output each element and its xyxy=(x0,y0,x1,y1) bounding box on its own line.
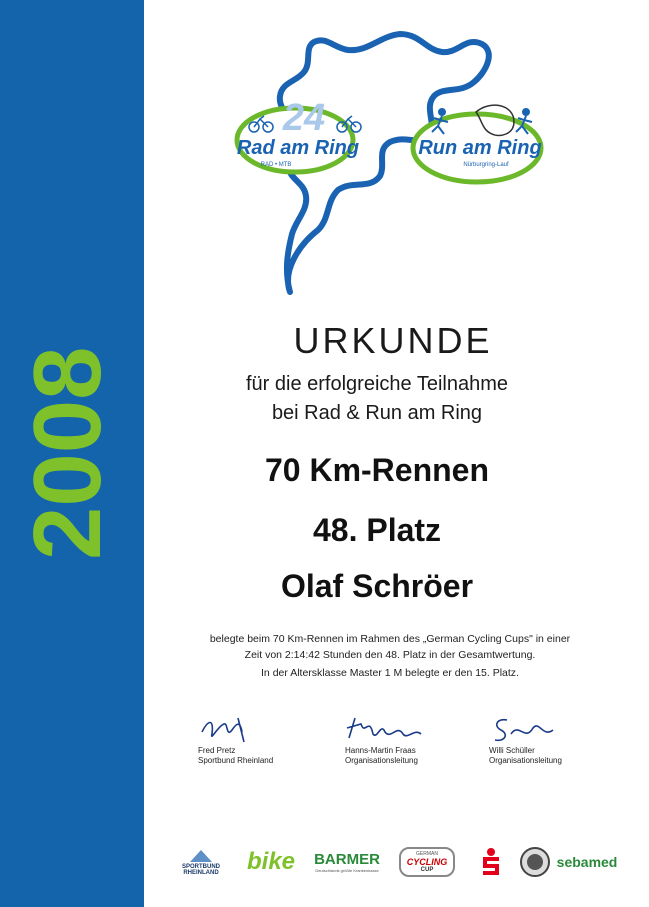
sebamed-logo: sebamed xyxy=(556,854,618,870)
bike-logo: bike xyxy=(246,848,296,875)
signature-block xyxy=(345,712,505,766)
club-seal-logo xyxy=(516,842,554,882)
signature-name: Hanns-Martin Fraas xyxy=(345,746,416,755)
description-line: In der Altersklasse Master 1 M belegte er den 15. Platz. xyxy=(261,667,519,679)
signature-name: Fred Pretz xyxy=(198,746,236,755)
sportbund-emblem-icon xyxy=(188,848,214,864)
event-logo xyxy=(230,30,570,300)
signature-role: Organisationsleitung xyxy=(345,756,418,765)
rad-am-ring-logo xyxy=(237,97,361,172)
signature-block xyxy=(489,712,649,766)
barmer-logo: BARMER Deutschlands größte Krankenkasse xyxy=(314,851,380,873)
year-label xyxy=(14,320,121,570)
sparkasse-icon xyxy=(479,847,503,877)
run-logo-sub: Nürburgring-Lauf xyxy=(463,162,509,168)
signature-name: Willi Schüller xyxy=(489,746,535,755)
race-name: 70 Km-Rennen xyxy=(264,452,490,488)
seal-icon xyxy=(519,846,551,878)
rad-logo-text: Rad am Ring xyxy=(236,137,360,159)
run-logo-text: Run am Ring xyxy=(418,137,542,159)
certificate-subtitle-line2: bei Rad & Run am Ring xyxy=(271,402,483,424)
certificate-title: URKUNDE xyxy=(293,320,493,361)
signature-block xyxy=(198,712,358,766)
year-text: 2008 xyxy=(14,346,121,560)
rad-logo-sub: RAD • MTB xyxy=(260,162,292,168)
signature-scribble-icon xyxy=(198,712,258,746)
cycling-cup-logo: GERMAN CYCLING CUP xyxy=(394,842,460,882)
rad-number: 24 xyxy=(282,97,326,139)
participant-name: Olaf Schröer xyxy=(280,568,474,604)
description-line: Zeit von 2:14:42 Stunden den 48. Platz in der Gesamtwertung. xyxy=(244,649,536,661)
signature-scribble-icon xyxy=(345,712,425,746)
sparkasse-logo xyxy=(474,842,508,882)
signature-role: Sportbund Rheinland xyxy=(198,756,274,765)
placement: 48. Platz xyxy=(312,512,442,548)
signature-role: Organisationsleitung xyxy=(489,756,562,765)
description-line: belegte beim 70 Km-Rennen im Rahmen des „German Cycling Cups" in einer xyxy=(209,633,571,645)
certificate-subtitle-line1: für die erfolgreiche Teilnahme xyxy=(245,373,508,395)
sportbund-logo: SPORTBUND RHEINLAND xyxy=(176,842,226,882)
signature-scribble-icon xyxy=(489,712,559,746)
